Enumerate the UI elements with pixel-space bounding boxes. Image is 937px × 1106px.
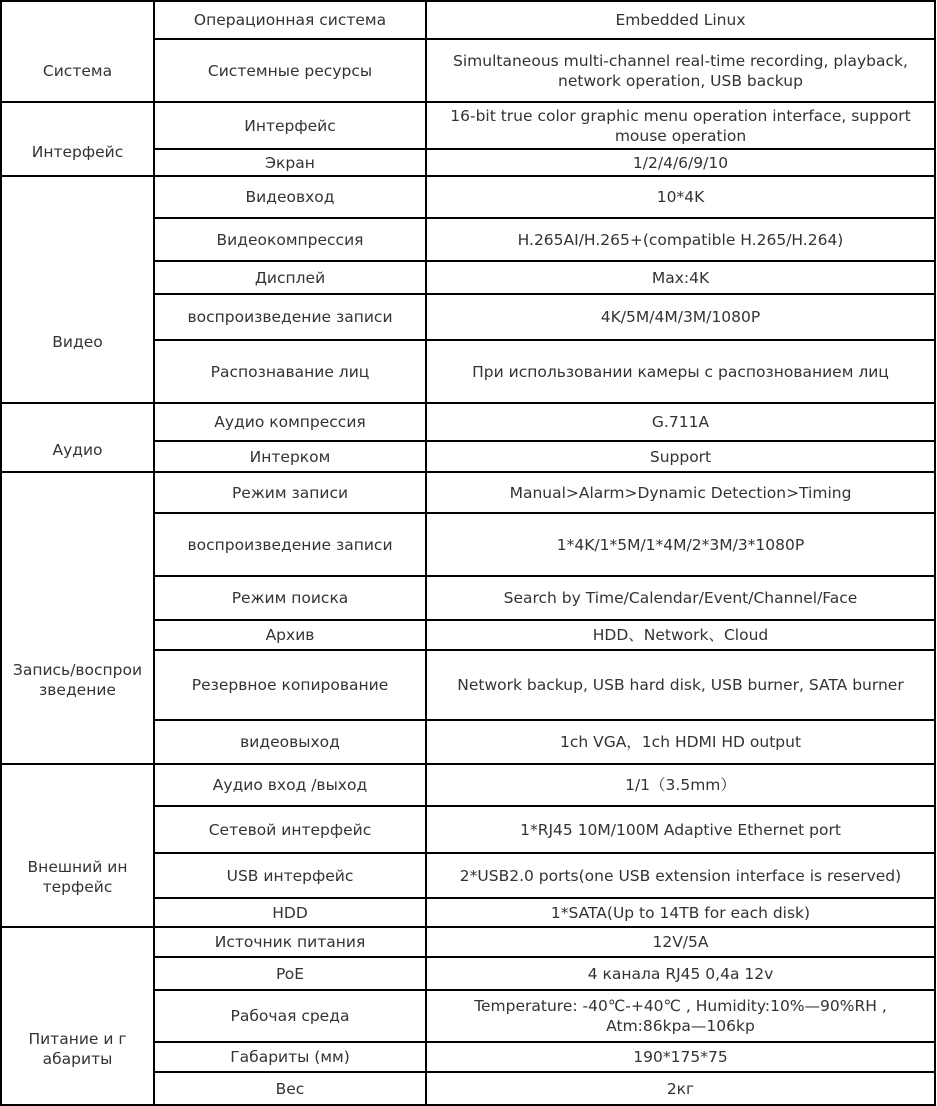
spec-value: Manual>Alarm>Dynamic Detection>Timing bbox=[509, 483, 852, 502]
spec-value-cell bbox=[426, 990, 935, 1042]
spec-label: Операционная система bbox=[193, 11, 387, 29]
category-label: Аудио bbox=[52, 441, 103, 459]
spec-value: Max:4K bbox=[651, 268, 710, 287]
spec-label: Сетевой интерфейс bbox=[208, 820, 372, 839]
spec-value-cell bbox=[426, 927, 935, 957]
spec-value: 1*RJ45 10M/100M Adaptive Ethernet port bbox=[520, 820, 841, 839]
spec-label-cell bbox=[154, 806, 426, 853]
spec-value: 2кг bbox=[666, 1079, 695, 1098]
category-label: Запись/воспроизведение bbox=[12, 660, 143, 699]
category-cell bbox=[1, 102, 154, 176]
spec-value: Simultaneous multi-channel real-time recording, playback, network operation, USB backup bbox=[453, 51, 908, 90]
spec-value-cell bbox=[426, 441, 935, 472]
spec-label: PoE bbox=[275, 964, 305, 983]
spec-value: При использовании камеры с распознованием лиц bbox=[472, 362, 889, 381]
spec-value-cell bbox=[426, 650, 935, 720]
spec-label: Экран bbox=[265, 153, 315, 172]
spec-value: 1/2/4/6/9/10 bbox=[632, 153, 729, 172]
spec-value: 1*SATA(Up to 14TB for each disk) bbox=[550, 903, 811, 922]
spec-value: 12V/5A bbox=[652, 933, 709, 951]
spec-label: Системные ресурсы bbox=[207, 61, 373, 80]
spec-value: Embedded Linux bbox=[615, 11, 746, 29]
category-label: Внешний интерфейс bbox=[27, 857, 128, 896]
spec-label: Видеокомпрессия bbox=[216, 230, 364, 249]
spec-label: воспроизведение записи bbox=[187, 308, 393, 326]
spec-value-cell bbox=[426, 340, 935, 403]
spec-label-cell bbox=[154, 1072, 426, 1105]
spec-value: H.265AI/H.265+(compatible H.265/H.264) bbox=[517, 230, 844, 249]
category-label: Питание и габариты bbox=[28, 1030, 127, 1068]
spec-value-cell bbox=[426, 294, 935, 340]
spec-value-cell bbox=[426, 1, 935, 39]
spec-value-cell bbox=[426, 853, 935, 898]
spec-value-cell bbox=[426, 513, 935, 576]
table-row bbox=[1, 176, 935, 218]
category-label: Система bbox=[42, 62, 113, 80]
category-cell bbox=[1, 764, 154, 927]
spec-value: 4 канала RJ45 0,4а 12v bbox=[587, 964, 774, 983]
spec-label-cell bbox=[154, 1, 426, 39]
spec-value-cell bbox=[426, 806, 935, 853]
spec-label-cell bbox=[154, 513, 426, 576]
spec-label: Аудио вход /выход bbox=[212, 776, 368, 794]
spec-label-cell bbox=[154, 102, 426, 149]
spec-value: 2*USB2.0 ports(one USB extension interface is reserved) bbox=[459, 866, 902, 885]
spec-label: видеовыход bbox=[240, 733, 340, 751]
spec-value: 1*4K/1*5M/1*4M/2*3M/3*1080P bbox=[556, 535, 805, 554]
table-row bbox=[1, 764, 935, 806]
spec-label-cell bbox=[154, 441, 426, 472]
spec-label: Режим записи bbox=[231, 483, 349, 502]
table-row bbox=[1, 472, 935, 513]
spec-label: Габариты (мм) bbox=[230, 1048, 350, 1066]
spec-value-cell bbox=[426, 1042, 935, 1072]
spec-value: Network backup, USB hard disk, USB burner, SATA burner bbox=[457, 676, 904, 694]
spec-table-body bbox=[1, 1, 935, 1105]
spec-label-cell bbox=[154, 176, 426, 218]
spec-label: Распознавание лиц bbox=[210, 362, 370, 381]
category-cell bbox=[1, 1, 154, 102]
spec-value: 10*4K bbox=[656, 188, 705, 206]
spec-value-cell bbox=[426, 176, 935, 218]
spec-value-cell bbox=[426, 149, 935, 176]
spec-label-cell bbox=[154, 576, 426, 620]
spec-value-cell bbox=[426, 898, 935, 927]
spec-label-cell bbox=[154, 620, 426, 650]
spec-label: воспроизведение записи bbox=[187, 535, 393, 554]
spec-label: Резервное копирование bbox=[191, 676, 389, 694]
spec-label: Дисплей bbox=[254, 268, 326, 287]
spec-value: 4K/5M/4M/3M/1080P bbox=[600, 308, 761, 326]
spec-value: HDD、Network、Cloud bbox=[592, 626, 769, 644]
spec-label-cell bbox=[154, 261, 426, 294]
spec-value-cell bbox=[426, 261, 935, 294]
spec-label-cell bbox=[154, 764, 426, 806]
spec-label: Аудио компрессия bbox=[214, 413, 366, 431]
spec-label: HDD bbox=[272, 903, 308, 922]
spec-value-cell bbox=[426, 764, 935, 806]
spec-value: 1ch VGA，1ch HDMI HD output bbox=[559, 733, 802, 751]
spec-label: USB интерфейс bbox=[226, 866, 354, 885]
spec-label: Режим поиска bbox=[231, 589, 349, 607]
table-row bbox=[1, 403, 935, 441]
spec-label-cell bbox=[154, 957, 426, 990]
spec-value: G.711A bbox=[651, 413, 710, 431]
spec-value: Temperature: -40℃-+40℃ , Humidity:10%—90%RH , Atm:86kpa—106kp bbox=[474, 997, 887, 1035]
spec-value: 190*175*75 bbox=[633, 1048, 728, 1066]
spec-label-cell bbox=[154, 853, 426, 898]
spec-value-cell bbox=[426, 472, 935, 513]
category-label: Интерфейс bbox=[31, 142, 124, 161]
table-row bbox=[1, 102, 935, 149]
category-cell bbox=[1, 403, 154, 472]
spec-value-cell bbox=[426, 620, 935, 650]
spec-label: Архив bbox=[265, 626, 315, 644]
spec-value: Support bbox=[649, 447, 712, 466]
spec-label: Видеовход bbox=[245, 188, 335, 206]
spec-value-cell bbox=[426, 102, 935, 149]
spec-label: Интерком bbox=[249, 447, 331, 466]
spec-label-cell bbox=[154, 898, 426, 927]
spec-value: 1/1（3.5mm） bbox=[625, 776, 736, 794]
spec-label-cell bbox=[154, 294, 426, 340]
spec-value-cell bbox=[426, 403, 935, 441]
category-label: Видео bbox=[52, 332, 103, 351]
spec-value: Search by Time/Calendar/Event/Channel/Face bbox=[503, 589, 858, 607]
spec-label-cell bbox=[154, 39, 426, 102]
spec-label-cell bbox=[154, 650, 426, 720]
spec-value: 16-bit true color graphic menu operation interface, support mouse operation bbox=[450, 106, 911, 145]
spec-label: Интерфейс bbox=[244, 116, 336, 135]
table-row bbox=[1, 1, 935, 39]
spec-label: Вес bbox=[275, 1079, 305, 1098]
spec-label: Рабочая среда bbox=[230, 1007, 350, 1025]
spec-label-cell bbox=[154, 149, 426, 176]
spec-label-cell bbox=[154, 927, 426, 957]
spec-label-cell bbox=[154, 218, 426, 261]
spec-label-cell bbox=[154, 1042, 426, 1072]
category-cell bbox=[1, 927, 154, 1105]
spec-value-cell bbox=[426, 39, 935, 102]
spec-label-cell bbox=[154, 720, 426, 764]
spec-value-cell bbox=[426, 720, 935, 764]
table-row bbox=[1, 927, 935, 957]
spec-label: Источник питания bbox=[214, 933, 366, 951]
spec-value-cell bbox=[426, 218, 935, 261]
spec-value-cell bbox=[426, 957, 935, 990]
spec-value-cell bbox=[426, 1072, 935, 1105]
spec-label-cell bbox=[154, 403, 426, 441]
spec-label-cell bbox=[154, 340, 426, 403]
spec-label-cell bbox=[154, 472, 426, 513]
spec-label-cell bbox=[154, 990, 426, 1042]
category-cell bbox=[1, 176, 154, 403]
category-cell bbox=[1, 472, 154, 764]
spec-value-cell bbox=[426, 576, 935, 620]
